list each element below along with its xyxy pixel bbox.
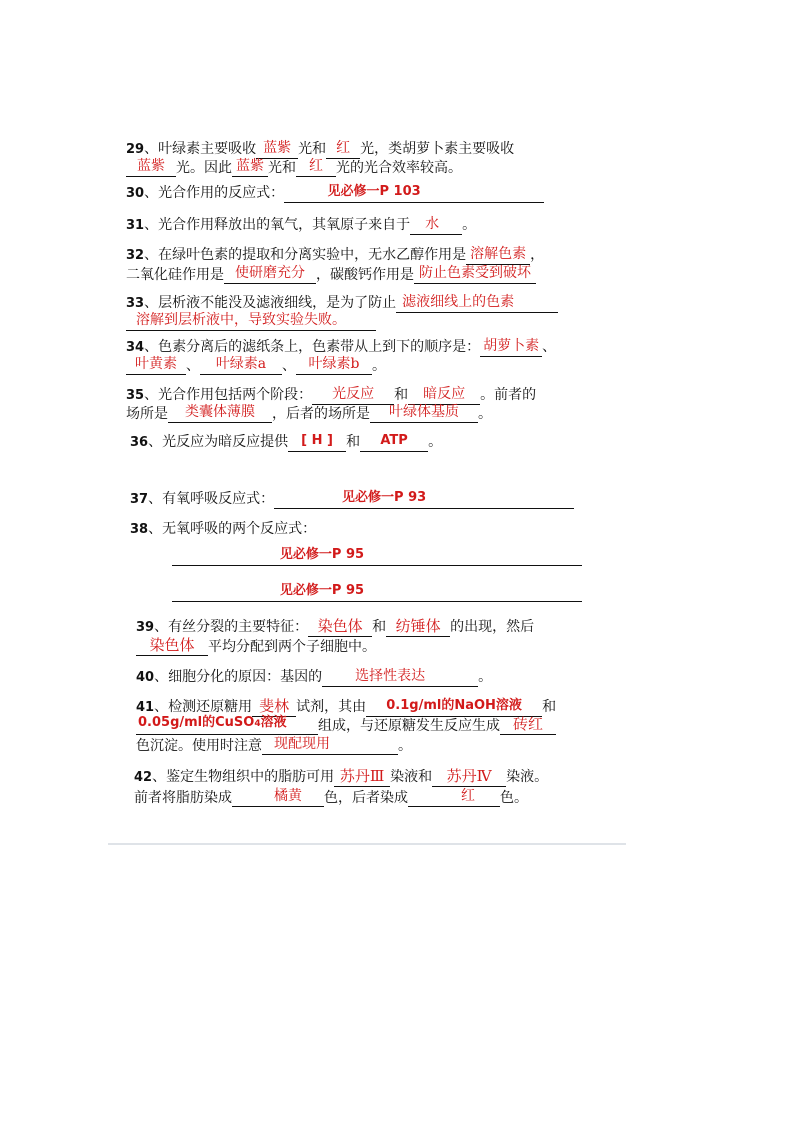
q32-number: 32 xyxy=(126,248,145,263)
q31-line xyxy=(126,216,476,235)
q35-line-1 xyxy=(126,386,536,405)
q35-answer-1: 光反应 xyxy=(332,386,375,402)
q32-line-1 xyxy=(126,246,544,265)
q41-answer-1: 斐林 xyxy=(259,697,290,715)
q34-line-2 xyxy=(126,356,386,375)
q32-blank-3 xyxy=(414,265,536,284)
q38-blank-1 xyxy=(172,547,582,566)
q42-text: 色。 xyxy=(500,790,528,806)
q29-blank-1 xyxy=(256,140,298,159)
q34-blank-3 xyxy=(200,356,282,375)
q29-answer-4: 蓝紫 xyxy=(236,158,264,174)
q32-text: ， xyxy=(530,247,545,263)
q39-number: 39 xyxy=(136,620,155,635)
q39-answer-2: 纺锤体 xyxy=(395,617,441,635)
q41-blank-4 xyxy=(500,716,556,735)
q33-number: 33 xyxy=(126,296,145,311)
q42-blank-1 xyxy=(334,768,390,787)
q42-text: 、鉴定生物组织中的脂肪可用 xyxy=(152,769,335,785)
q30-answer: 见必修一P 103 xyxy=(327,184,421,199)
q39-answer-3: 染色体 xyxy=(149,636,195,654)
q39-line-1 xyxy=(136,618,534,637)
q41-answer-5: 现配现用 xyxy=(274,736,330,752)
q29-text: 光和 xyxy=(298,141,327,157)
q38-text: 、无氧呼吸的两个反应式： xyxy=(148,521,317,537)
q38-formula-1 xyxy=(172,547,582,566)
q34-text: 。 xyxy=(372,358,386,374)
q37-text: 、有氧呼吸反应式： xyxy=(148,491,275,507)
q38-number: 38 xyxy=(130,522,149,537)
q40-line xyxy=(136,668,492,687)
q35-answer-2: 暗反应 xyxy=(423,386,466,402)
q35-text: 、光合作用包括两个阶段： xyxy=(144,387,313,403)
q42-text: 前者将脂肪染成 xyxy=(134,790,232,806)
q39-line-2 xyxy=(136,637,376,656)
q37-answer: 见必修一P 93 xyxy=(342,490,427,505)
q39-text: 、有丝分裂的主要特征： xyxy=(154,619,309,635)
q29-line-1 xyxy=(126,140,514,159)
q33-answer-1: 滤液细线上的色素 xyxy=(402,294,515,310)
q29-answer-2: 红 xyxy=(336,140,351,156)
q38-answer-1: 见必修一P 95 xyxy=(279,547,365,562)
q31-text: 、光合作用释放出的氧气，其氧原子来自于 xyxy=(144,217,411,233)
q34-blank-2 xyxy=(126,356,186,375)
q34-blank-1 xyxy=(480,338,542,357)
q34-answer-2: 叶黄素 xyxy=(135,356,177,372)
q29-blank-4 xyxy=(232,158,268,177)
q41-answer-3-subscript: 4 xyxy=(254,719,261,729)
q35-answer-3: 类囊体薄膜 xyxy=(185,404,255,420)
q29-answer-3: 蓝紫 xyxy=(137,158,165,174)
q39-blank-2 xyxy=(386,618,450,637)
q36-line xyxy=(130,433,442,452)
q38-blank-2 xyxy=(172,583,582,602)
q36-text: 和 xyxy=(346,434,361,450)
q40-blank xyxy=(322,668,478,687)
q41-text: 。 xyxy=(398,738,412,754)
q34-number: 34 xyxy=(126,340,145,355)
q32-blank-1 xyxy=(466,246,530,265)
q41-text: 色沉淀。使用时注意 xyxy=(136,738,262,754)
q35-number: 35 xyxy=(126,388,145,403)
q42-line-1 xyxy=(134,768,548,787)
q32-answer-2: 使研磨充分 xyxy=(235,265,305,281)
q42-text: 染液。 xyxy=(506,769,549,785)
q39-blank-3 xyxy=(136,637,208,656)
q33-blank-2 xyxy=(126,312,376,331)
q32-text: 二氧化硅作用是 xyxy=(126,267,224,283)
q35-blank-4 xyxy=(370,404,478,423)
q29-line-2 xyxy=(126,158,462,177)
q40-text: 、细胞分化的原因：基因的 xyxy=(154,669,323,685)
q35-text: 场所是 xyxy=(126,406,168,422)
q37-number: 37 xyxy=(130,492,149,507)
q41-blank-5 xyxy=(262,736,398,755)
q34-text: 、色素分离后的滤纸条上，色素带从上到下的顺序是： xyxy=(144,339,481,355)
q36-number: 36 xyxy=(130,435,149,450)
q33-answer-2: 溶解到层析液中，导致实验失败。 xyxy=(136,312,346,328)
q34-text: 、 xyxy=(282,358,296,374)
q36-answer-2: ATP xyxy=(380,433,408,448)
q32-text: ，碳酸钙作用是 xyxy=(316,267,414,283)
q37-line xyxy=(130,490,574,509)
q41-answer-3-formula: 0.05g/ml的CuSO xyxy=(138,715,255,730)
q30-number: 30 xyxy=(126,186,145,201)
q29-answer-5: 红 xyxy=(309,158,323,174)
q36-text: 、光反应为暗反应提供 xyxy=(148,434,289,450)
q42-number: 42 xyxy=(134,770,153,785)
q29-text: 光的光合效率较高。 xyxy=(336,160,462,176)
q34-line-1 xyxy=(126,338,556,357)
q42-answer-3: 橘黄 xyxy=(274,788,302,804)
q42-text: 染液和 xyxy=(390,769,433,785)
q39-text: 的出现，然后 xyxy=(450,619,535,635)
q41-text: 、检测还原糖用 xyxy=(154,699,253,715)
q32-blank-2 xyxy=(224,265,316,284)
q34-text: 、 xyxy=(542,339,557,355)
q33-line-2 xyxy=(126,312,376,331)
q36-answer-1: [ H ] xyxy=(301,433,333,448)
q39-answer-1: 染色体 xyxy=(317,617,363,635)
q32-answer-3: 防止色素受到破坏 xyxy=(419,265,531,281)
q30-line xyxy=(126,184,544,203)
q35-blank-2 xyxy=(408,386,480,405)
q29-text: 光和 xyxy=(268,160,296,176)
q32-line-2 xyxy=(126,265,536,284)
q41-text: 和 xyxy=(542,699,557,715)
q41-answer-4: 砖红 xyxy=(512,715,543,733)
q29-answer-1: 蓝紫 xyxy=(263,140,292,156)
q35-answer-4: 叶绿体基质 xyxy=(389,404,459,420)
q37-blank xyxy=(274,490,574,509)
q42-answer-4: 红 xyxy=(461,788,475,804)
q41-blank-3 xyxy=(136,716,318,735)
q39-text: 和 xyxy=(372,619,387,635)
q41-answer-2: 0.1g/ml的NaOH溶液 xyxy=(386,698,522,713)
q35-text: ，后者的场所是 xyxy=(272,406,370,422)
q34-text: 、 xyxy=(186,358,200,374)
q31-text: 。 xyxy=(462,217,477,233)
q31-answer: 水 xyxy=(425,216,440,232)
q29-text: 、叶绿素主要吸收 xyxy=(144,141,257,157)
q29-blank-2 xyxy=(326,140,360,159)
q41-line-2 xyxy=(136,716,556,735)
q36-blank-2 xyxy=(360,433,428,452)
q31-number: 31 xyxy=(126,218,145,233)
q35-text: 和 xyxy=(394,387,409,403)
q32-answer-1: 溶解色素 xyxy=(470,246,527,262)
q35-line-2 xyxy=(126,404,492,423)
q40-text: 。 xyxy=(478,669,493,685)
q42-blank-2 xyxy=(432,768,506,787)
q33-blank-1 xyxy=(396,294,558,313)
q42-answer-2: 苏丹Ⅳ xyxy=(446,767,492,785)
q42-blank-4 xyxy=(408,788,500,807)
q32-text: 、在绿叶色素的提取和分离实验中，无水乙醇作用是 xyxy=(144,247,467,263)
q35-blank-3 xyxy=(168,404,272,423)
q35-blank-1 xyxy=(312,386,394,405)
q42-answer-1: 苏丹Ⅲ xyxy=(339,767,385,785)
q31-blank xyxy=(410,216,462,235)
q29-number: 29 xyxy=(126,142,145,157)
q42-blank-3 xyxy=(232,788,324,807)
page-divider xyxy=(108,843,626,845)
q39-text: 平均分配到两个子细胞中。 xyxy=(208,639,376,655)
q29-text: 光。因此 xyxy=(176,160,232,176)
q33-line-1 xyxy=(126,294,558,313)
q33-text: 、层析液不能没及滤液细线，是为了防止 xyxy=(144,295,397,311)
q35-text: 。 xyxy=(478,406,492,422)
q29-blank-3 xyxy=(126,158,176,177)
q40-number: 40 xyxy=(136,670,155,685)
q42-text: 色，后者染成 xyxy=(324,790,408,806)
q41-answer-3-tail: 溶液 xyxy=(260,715,287,730)
q34-answer-1: 胡萝卜素 xyxy=(483,338,540,354)
q41-text: 试剂，其由 xyxy=(296,699,367,715)
q38-formula-2 xyxy=(172,583,582,602)
q40-answer: 选择性表达 xyxy=(355,668,426,684)
q34-answer-4: 叶绿素b xyxy=(308,356,360,372)
q34-answer-3: 叶绿素a xyxy=(215,356,267,372)
q30-text: 、光合作用的反应式： xyxy=(144,185,285,201)
q29-blank-5 xyxy=(296,158,336,177)
q41-line-3 xyxy=(136,736,412,755)
q41-number: 41 xyxy=(136,700,155,715)
q36-blank-1 xyxy=(288,433,346,452)
q38-answer-2: 见必修一P 95 xyxy=(279,583,365,598)
q42-line-2 xyxy=(134,788,528,807)
q29-text: 光，类胡萝卜素主要吸收 xyxy=(360,141,515,157)
q30-blank xyxy=(284,184,544,203)
q41-text: 组成，与还原糖发生反应生成 xyxy=(318,718,500,734)
q34-blank-4 xyxy=(296,356,372,375)
q38-line xyxy=(130,520,316,539)
q36-text: 。 xyxy=(428,434,443,450)
q41-answer-3 xyxy=(138,716,318,731)
q39-blank-1 xyxy=(308,618,372,637)
q35-text: 。前者的 xyxy=(480,387,537,403)
